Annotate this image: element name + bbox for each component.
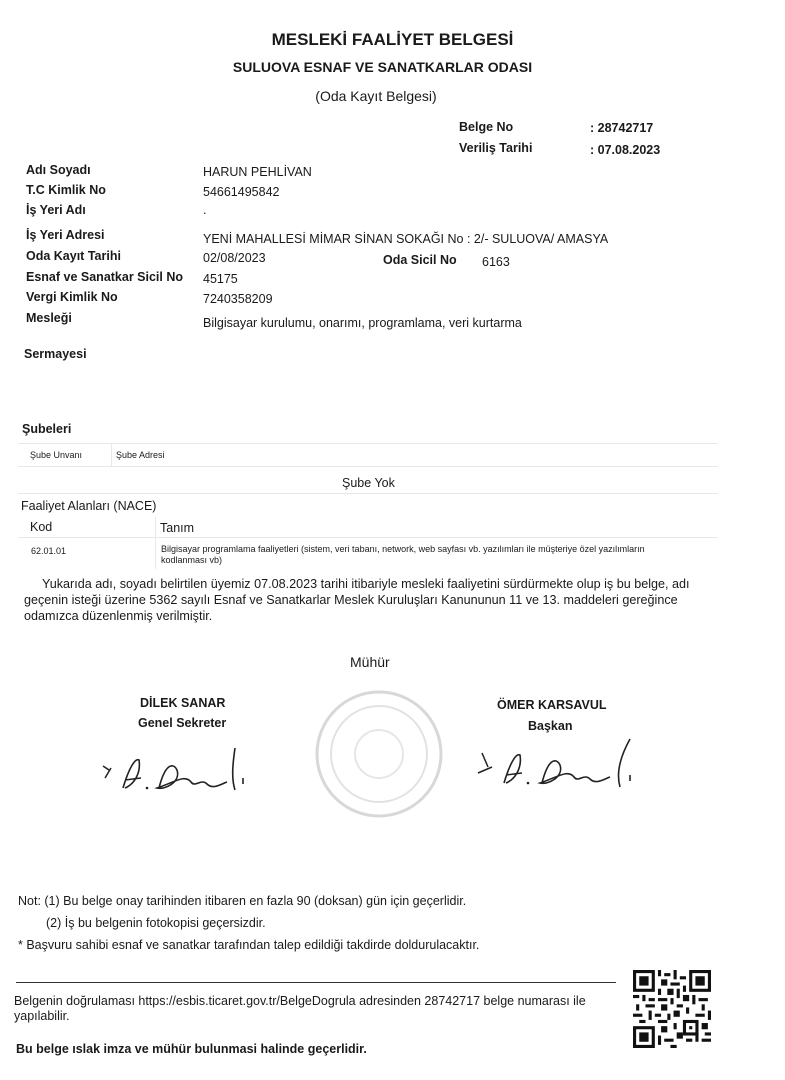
note-3: * Başvuru sahibi esnaf ve sanatkar tarafından talep edildiği takdirde doldurulacaktır.: [18, 938, 480, 952]
note-2: (2) İş bu belgenin fotokopisi geçersizdir.: [46, 916, 266, 930]
oda-kayit-value: 02/08/2023: [203, 251, 266, 265]
esnaf-sicil-value: 45175: [203, 272, 238, 286]
document-title: MESLEKİ FAALİYET BELGESİ: [271, 30, 514, 49]
tc-label: T.C Kimlik No: [26, 183, 106, 197]
nace-row-tanim-line1: Bilgisayar programlama faaliyetleri (sistem, veri tabanı, network, web sayfası vb. yazılımları ile müşteriye özel yazılımların: [161, 544, 645, 554]
tc-value: 54661495842: [203, 185, 280, 199]
seal-stamp-icon: [310, 685, 448, 823]
nace-kod-header: Kod: [30, 520, 53, 534]
qr-code-icon: [633, 970, 711, 1048]
meslegi-value: Bilgisayar kurulumu, onarımı, programlama, veri kurtarma: [203, 316, 522, 330]
signature-1-icon: [95, 738, 275, 800]
subeler-header-divider: [18, 466, 718, 467]
belge-no-value: : 28742717: [590, 121, 654, 135]
verify-line-2: yapılabilir.: [14, 1009, 70, 1023]
sube-yok-text: Şube Yok: [342, 476, 395, 490]
is-yeri-adi-value: .: [203, 203, 207, 217]
validity-statement: Bu belge ıslak imza ve mühür bulunmasi halinde geçerlidir.: [16, 1042, 367, 1056]
esnaf-sicil-label: Esnaf ve Sanatkar Sicil No: [26, 270, 184, 284]
vergi-label: Vergi Kimlik No: [26, 290, 118, 304]
statement-paragraph: Yukarıda adı, soyadı belirtilen üyemiz 07.08.2023 tarihi itibariyle mesleki faaliyetini sürdürmekte olup iş bu belge, adı geçenin isteği üzerine 5362 sayılı Esnaf ve Sanatkarlar Meslek Kuruluşları Kanununun 11 ve 13. maddeleri gereğince odamızca düzenlenmiş verilmiştir.: [24, 577, 690, 623]
signature-2-icon: [470, 733, 660, 795]
subeler-col-divider: [111, 444, 112, 466]
organization-name: SULUOVA ESNAF VE SANATKARLAR ODASI: [232, 59, 533, 75]
nace-row-kod: 62.01.01: [31, 546, 67, 556]
note-1: Not: (1) Bu belge onay tarihinden itibaren en fazla 90 (doksan) gün için geçerlidir.: [18, 894, 467, 908]
sube-adres-header: Şube Adresi: [116, 450, 165, 460]
nace-header-divider: [18, 537, 718, 538]
signatory-1-title: Genel Sekreter: [138, 716, 227, 730]
sermayesi-label: Sermayesi: [24, 347, 87, 361]
sube-unvan-header: Şube Unvanı: [30, 450, 83, 460]
subeler-divider: [18, 443, 718, 444]
signatory-2-title: Başkan: [528, 719, 573, 733]
verilis-label: Veriliş Tarihi: [459, 141, 533, 155]
signatory-2-name: ÖMER KARSAVUL: [497, 698, 607, 712]
oda-kayit-label: Oda Kayıt Tarihi: [26, 249, 121, 263]
footer-divider: [16, 982, 616, 983]
is-yeri-adi-label: İş Yeri Adı: [26, 203, 86, 217]
nace-title: Faaliyet Alanları (NACE): [21, 499, 157, 513]
is-yeri-adresi-label: İş Yeri Adresi: [26, 228, 105, 242]
oda-sicil-label: Oda Sicil No: [383, 253, 457, 267]
nace-col-divider: [155, 517, 156, 569]
vergi-value: 7240358209: [203, 292, 273, 306]
verilis-value: : 07.08.2023: [590, 143, 661, 157]
seal-label: Mühür: [350, 654, 390, 670]
belge-no-label: Belge No: [459, 120, 514, 134]
document-subtitle: (Oda Kayıt Belgesi): [315, 88, 437, 104]
oda-sicil-value: 6163: [482, 255, 510, 269]
adi-soyadi-value: HARUN PEHLİVAN: [203, 165, 312, 179]
is-yeri-adresi-value: YENİ MAHALLESİ MİMAR SİNAN SOKAĞI No : 2/- SULUOVA/ AMASYA: [203, 232, 609, 246]
signatory-1-name: DİLEK SANAR: [140, 696, 226, 710]
adi-soyadi-label: Adı Soyadı: [26, 163, 91, 177]
nace-row-tanim-line2: kodlanması vb): [161, 555, 223, 565]
subeler-bottom-divider: [18, 493, 718, 494]
subeler-title: Şubeleri: [22, 422, 72, 436]
verify-line-1: Belgenin doğrulaması https://esbis.ticaret.gov.tr/BelgeDogrula adresinden 28742717 belge numarası ile: [14, 994, 586, 1008]
nace-tanim-header: Tanım: [160, 521, 195, 535]
meslegi-label: Mesleği: [26, 311, 72, 325]
